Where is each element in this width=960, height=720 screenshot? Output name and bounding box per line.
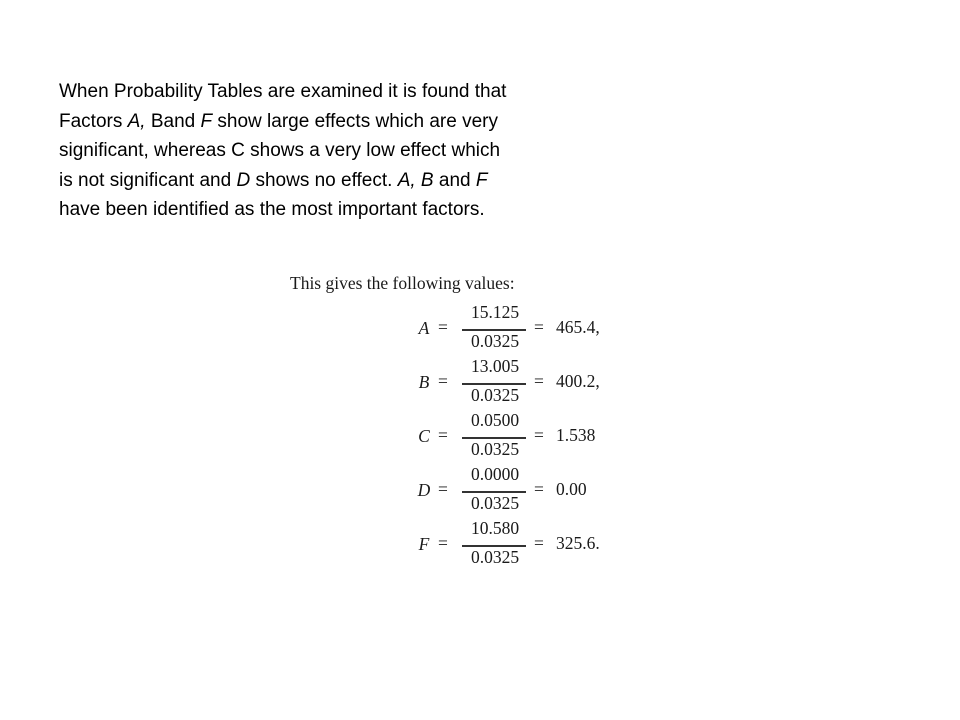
text-fragment: and bbox=[433, 169, 476, 191]
intro-line-5: have been identified as the most important factors. bbox=[59, 199, 485, 220]
equals-sign: = bbox=[438, 317, 448, 337]
equals-sign: = bbox=[534, 533, 544, 553]
intro-line-2 bbox=[59, 107, 587, 137]
equation-a bbox=[290, 302, 630, 356]
result: 325.6. bbox=[556, 533, 600, 553]
intro-line-3: significant, whereas C shows a very low effect which bbox=[59, 140, 501, 161]
numerator: 0.0000 bbox=[470, 464, 520, 484]
result: 400.2, bbox=[556, 371, 600, 391]
equals-sign: = bbox=[534, 317, 544, 337]
text-fragment: is not significant and bbox=[59, 169, 237, 191]
equals-sign: = bbox=[438, 371, 448, 391]
equation-b bbox=[290, 356, 630, 410]
intro-line-4 bbox=[59, 166, 587, 196]
denominator: 0.0325 bbox=[470, 547, 520, 567]
denominator: 0.0325 bbox=[470, 331, 520, 351]
equals-sign: = bbox=[438, 425, 448, 445]
numerator: 15.125 bbox=[470, 302, 520, 322]
equals-sign: = bbox=[438, 479, 448, 499]
factor-f: F bbox=[200, 110, 213, 132]
variable: C bbox=[418, 426, 430, 446]
equals-sign: = bbox=[438, 533, 448, 553]
equals-sign: = bbox=[534, 479, 544, 499]
denominator: 0.0325 bbox=[470, 385, 520, 405]
text-fragment: shows no effect. bbox=[250, 169, 398, 191]
equation-f bbox=[290, 518, 630, 572]
result: 0.00 bbox=[556, 479, 587, 499]
variable: D bbox=[417, 480, 431, 500]
equals-sign: = bbox=[534, 425, 544, 445]
equation-d bbox=[290, 464, 630, 518]
numerator: 10.580 bbox=[470, 518, 520, 538]
text-fragment: Factors bbox=[59, 110, 128, 132]
variable: F bbox=[418, 534, 430, 554]
factor-f: F bbox=[475, 169, 488, 191]
result: 465.4, bbox=[556, 317, 600, 337]
intro-line-1: When Probability Tables are examined it is found that bbox=[59, 81, 507, 102]
values-figure bbox=[290, 270, 630, 570]
equals-sign: = bbox=[534, 371, 544, 391]
text-fragment: show large effects which are very bbox=[212, 110, 498, 132]
numerator: 13.005 bbox=[470, 356, 520, 376]
text-fragment: Band bbox=[145, 110, 201, 132]
result: 1.538 bbox=[556, 425, 596, 445]
denominator: 0.0325 bbox=[470, 439, 520, 459]
factor-a: A, bbox=[127, 110, 146, 132]
denominator: 0.0325 bbox=[470, 493, 520, 513]
intro-paragraph bbox=[59, 77, 587, 225]
variable: B bbox=[418, 372, 430, 392]
variable: A bbox=[418, 318, 430, 338]
equation-c bbox=[290, 410, 630, 464]
factors-a-b: A, B bbox=[397, 169, 434, 191]
numerator: 0.0500 bbox=[470, 410, 520, 430]
factor-d: D bbox=[236, 169, 251, 191]
figure-heading: This gives the following values: bbox=[290, 273, 515, 293]
